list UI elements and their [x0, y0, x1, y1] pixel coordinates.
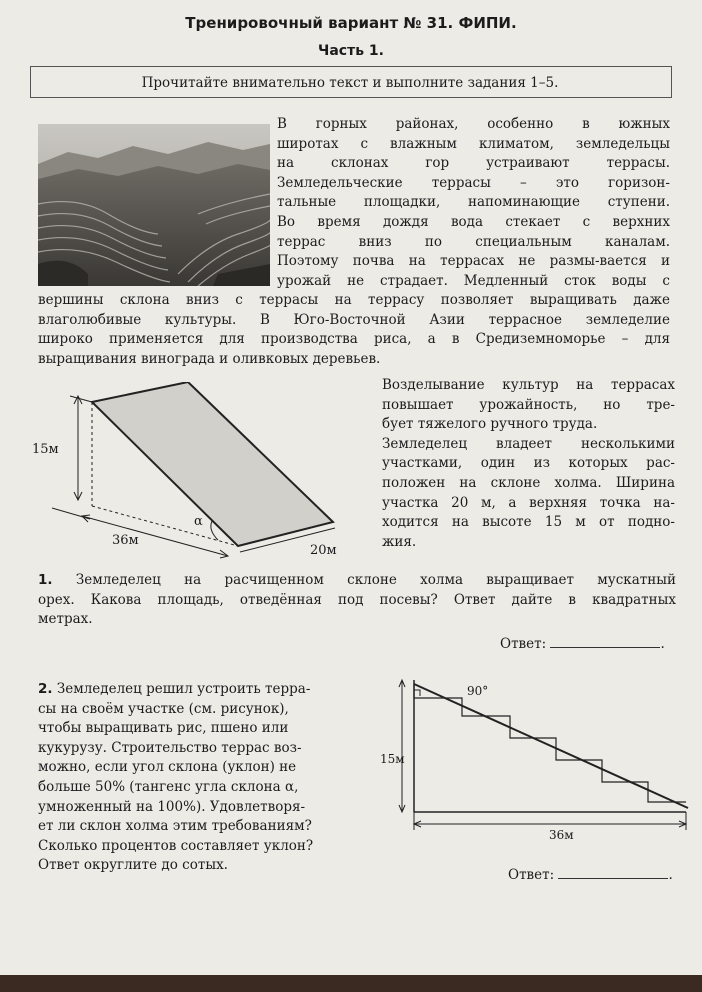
- intro-paragraph-full: [38, 291, 670, 369]
- text-line: умноженный на 100%). Удовлетворя-: [38, 798, 306, 815]
- text-line: В горных районах, особенно в южных: [277, 116, 670, 132]
- question-2: [38, 680, 373, 876]
- text-line: на склонах гор устраивают террасы.: [277, 155, 670, 172]
- question-1-answer: [500, 633, 665, 652]
- text-line: Земледелец на расчищенном склоне холма выращивает мускатный: [52, 572, 676, 588]
- text-line: ет ли склон холма этим требованиям?: [38, 818, 312, 835]
- figure2-height-label: 15м: [380, 752, 405, 766]
- text-line: сы на своём участке (см. рисунок),: [38, 700, 289, 717]
- answer-label: Ответ:: [500, 636, 547, 652]
- text-line: выращивания винограда и оливковых деревьев.: [38, 350, 381, 367]
- text-line: больше 50% (тангенс угла склона α,: [38, 778, 299, 795]
- text-line: участками, один из которых рас-: [382, 455, 675, 472]
- text-line: Земледелец решил устроить терра-: [52, 681, 311, 697]
- text-line: бует тяжелого ручного труда.: [382, 416, 598, 433]
- part-heading: Часть 1.: [318, 43, 384, 59]
- text-line: орех. Какова площадь, отведённая под посевы? Ответ дайте в квадратных: [38, 591, 676, 608]
- text-line: Возделывание культур на террасах: [382, 377, 675, 393]
- text-line: влаголюбивые культуры. В Юго-Восточной Азии террасное земледелие: [38, 311, 670, 328]
- text-line: чтобы выращивать рис, пшено или: [38, 720, 289, 737]
- answer-end: .: [660, 636, 665, 652]
- text-line: широтах с влажным климатом, земледельцы: [277, 135, 670, 152]
- text-line: Ответ округлите до сотых.: [38, 857, 228, 874]
- text-line: повышает урожайность, но тре-: [382, 396, 675, 413]
- question-2-number: 2.: [38, 681, 53, 697]
- text-line: положен на склоне холма. Ширина: [382, 474, 675, 491]
- instruction-text: Прочитайте внимательно текст и выполните задания 1–5.: [141, 75, 559, 91]
- text-line: Во время дождя вода стекает с верхних: [277, 213, 670, 230]
- slope-plot-figure: [30, 382, 375, 562]
- question-1: [38, 571, 676, 630]
- answer-label: Ответ:: [508, 867, 555, 883]
- terraces-figure: [380, 676, 692, 846]
- terrace-photo: [38, 124, 270, 286]
- question-2-answer: [508, 864, 673, 883]
- question-1-number: 1.: [38, 572, 53, 588]
- answer-end: .: [668, 867, 673, 883]
- intro-paragraph-right: [277, 115, 670, 291]
- text-line: метрах.: [38, 611, 93, 628]
- page-title: Тренировочный вариант № 31. ФИПИ.: [185, 14, 517, 32]
- figure1-length-label: 36м: [112, 533, 139, 548]
- text-line: Земледельческие террасы – это горизон-: [277, 174, 670, 191]
- desk-edge: [0, 975, 702, 992]
- text-line: участка 20 м, а верхняя точка на-: [382, 494, 675, 511]
- text-line: Поэтому почва на террасах не размы-вается и: [277, 253, 670, 270]
- text-line: кукурузу. Строительство террас воз-: [38, 739, 302, 756]
- text-line: Сколько процентов составляет уклон?: [38, 837, 314, 854]
- answer-field[interactable]: [558, 864, 668, 879]
- figure1-angle-label: α: [194, 514, 203, 529]
- text-line: террас вниз по специальным каналам.: [277, 233, 670, 250]
- plot-description: [382, 376, 675, 552]
- text-line: Земледелец владеет несколькими: [382, 435, 675, 452]
- figure1-width-label: 20м: [310, 543, 337, 558]
- text-line: широко применяется для производства риса, а в Средиземноморье – для: [38, 331, 670, 348]
- text-line: ходится на высоте 15 м от подно-: [382, 514, 675, 531]
- terrace-landscape-photo-icon: [38, 124, 270, 286]
- figure2-angle-label: 90°: [467, 684, 489, 698]
- figure1-height-label: 15м: [32, 442, 59, 457]
- answer-field[interactable]: [550, 633, 660, 648]
- text-line: тальные площадки, напоминающие ступени.: [277, 194, 670, 211]
- figure2-length-label: 36м: [549, 828, 574, 842]
- text-line: жия.: [382, 533, 417, 550]
- text-line: урожай не страдает. Медленный сток воды с: [277, 272, 670, 289]
- text-line: можно, если угол склона (уклон) не: [38, 759, 297, 776]
- text-line: вершины склона вниз с террасы на террасу позволяет выращивать даже: [38, 292, 670, 308]
